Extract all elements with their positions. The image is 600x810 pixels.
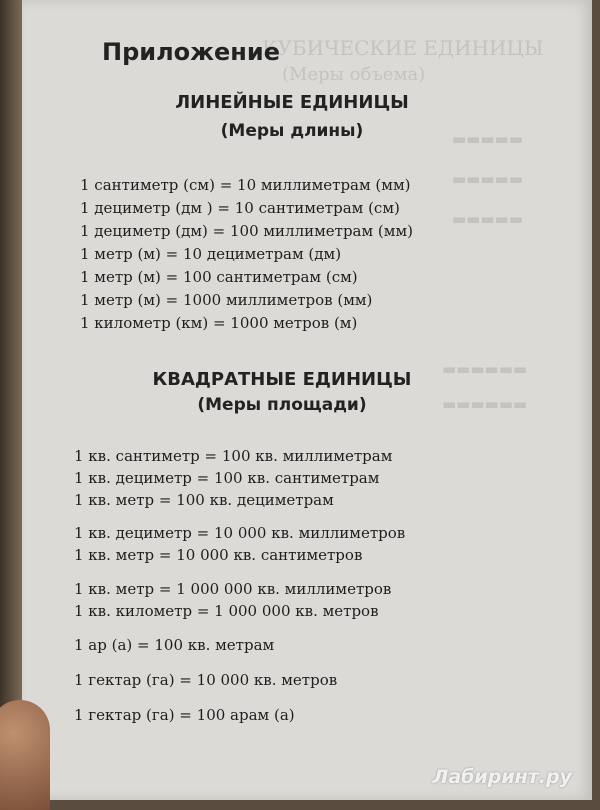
list-item: 1 метр (м) = 100 сантиметрам (см) <box>80 268 358 286</box>
show-through-text: ▬▬▬▬▬▬ <box>442 360 528 378</box>
thumb-photo-artifact <box>0 700 50 810</box>
list-item: 1 кв. метр = 1 000 000 кв. миллиметров <box>74 580 392 598</box>
show-through-text: ▬▬▬▬▬ <box>452 130 523 148</box>
book-page <box>22 0 592 800</box>
section-title-square: КВАДРАТНЫЕ ЕДИНИЦЫ <box>152 369 412 390</box>
list-item: 1 дециметр (дм) = 100 миллиметрам (мм) <box>80 222 413 240</box>
list-item: 1 кв. метр = 100 кв. дециметрам <box>74 491 334 509</box>
list-item: 1 метр (м) = 10 дециметрам (дм) <box>80 245 342 263</box>
list-item: 1 кв. километр = 1 000 000 кв. метров <box>74 602 379 620</box>
book-spine-edge <box>0 0 22 800</box>
list-item: 1 кв. метр = 10 000 кв. сантиметров <box>74 546 363 564</box>
list-item: 1 кв. дециметр = 100 кв. сантиметрам <box>74 469 380 487</box>
show-through-text: ▬▬▬▬▬▬ <box>442 395 528 413</box>
list-item: 1 ар (а) = 100 кв. метрам <box>74 636 275 654</box>
show-through-text: (Меры объема) <box>282 64 426 85</box>
section-subtitle-square: (Меры площади) <box>197 395 367 415</box>
section-title-linear: ЛИНЕЙНЫЕ ЕДИНИЦЫ <box>175 92 409 113</box>
watermark-logo: Лабиринт.ру <box>432 766 572 788</box>
show-through-text: ▬▬▬▬▬ <box>452 170 523 188</box>
show-through-text: КУБИЧЕСКИЕ ЕДИНИЦЫ <box>262 36 544 60</box>
page-title: Приложение <box>102 38 280 66</box>
show-through-text: ▬▬▬▬▬ <box>452 210 523 228</box>
list-item: 1 метр (м) = 1000 миллиметров (мм) <box>80 291 373 309</box>
list-item: 1 дециметр (дм ) = 10 сантиметрам (см) <box>80 199 400 217</box>
list-item: 1 кв. дециметр = 10 000 кв. миллиметров <box>74 524 406 542</box>
list-item: 1 гектар (га) = 10 000 кв. метров <box>74 671 338 689</box>
list-item: 1 сантиметр (см) = 10 миллиметрам (мм) <box>80 176 411 194</box>
list-item: 1 гектар (га) = 100 арам (а) <box>74 706 295 724</box>
list-item: 1 кв. сантиметр = 100 кв. миллиметрам <box>74 447 393 465</box>
list-item: 1 километр (км) = 1000 метров (м) <box>80 314 358 332</box>
section-subtitle-linear: (Меры длины) <box>220 121 364 141</box>
